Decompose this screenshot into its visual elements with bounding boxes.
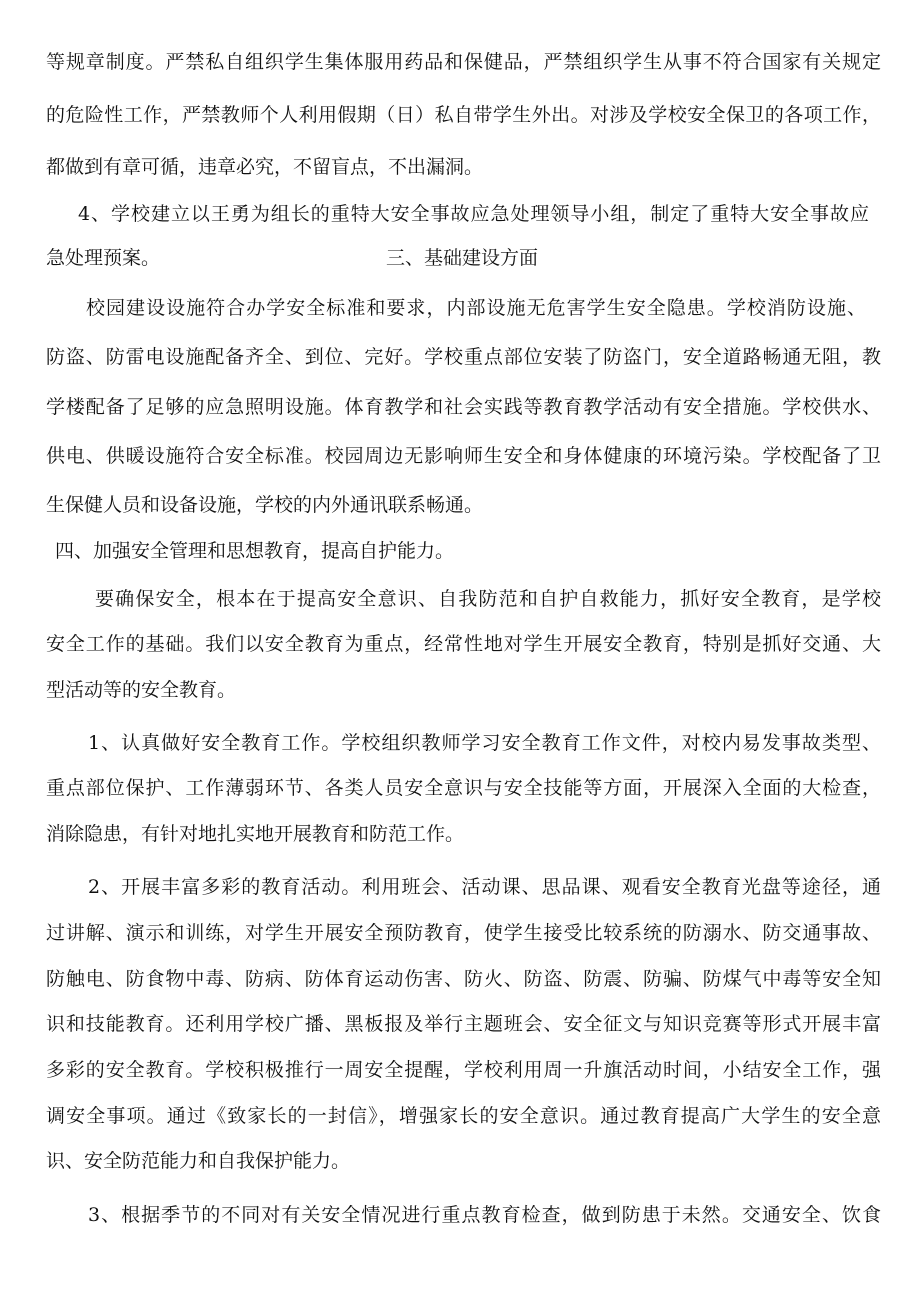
text-line: 要确保安全，根本在于提高安全意识、自我防范和自护自救能力，抓好安全教育，是学校: [95, 588, 881, 610]
text-line: 型活动等的安全教育。: [46, 679, 237, 701]
text-line: 学楼配备了足够的应急照明设施。体育教学和社会实践等教育教学活动有安全措施。学校供水、: [46, 396, 881, 418]
text-line: 4、学校建立以王勇为组长的重特大安全事故应急处理领导小组，制定了重特大安全事故应: [78, 203, 869, 225]
text-line: 识和技能教育。还利用学校广播、黑板报及举行主题班会、安全征文与知识竞赛等形式开展丰富: [46, 1013, 881, 1035]
text-line: 过讲解、演示和训练，对学生开展安全预防教育，使学生接受比较系统的防溺水、防交通事故、: [46, 922, 881, 944]
section-heading: 四、加强安全管理和思想教育，提高自护能力。: [55, 540, 455, 562]
text-line: 急处理预案。: [46, 247, 161, 269]
text-line: 都做到有章可循，违章必究，不留盲点，不出漏洞。: [46, 156, 484, 178]
text-line: 重点部位保护、工作薄弱环节、各类人员安全意识与安全技能等方面，开展深入全面的大检查，: [46, 777, 881, 799]
text-line: 的危险性工作，严禁教师个人利用假期（日）私自带学生外出。对涉及学校安全保卫的各项工作，: [46, 104, 881, 126]
text-line: 校园建设设施符合办学安全标准和要求，内部设施无危害学生安全隐患。学校消防设施、: [86, 297, 866, 319]
text-line: 供电、供暖设施符合安全标准。校园周边无影响师生安全和身体健康的环境污染。学校配备了卫: [46, 445, 881, 467]
text-line: 防盗、防雷电设施配备齐全、到位、完好。学校重点部位安装了防盗门，安全道路畅通无阻，教: [46, 346, 881, 368]
text-line: 防触电、防食物中毒、防病、防体育运动伤害、防火、防盗、防震、防骗、防煤气中毒等安全知: [46, 968, 881, 990]
text-line: 消除隐患，有针对地扎实地开展教育和防范工作。: [46, 823, 465, 845]
text-line: 1、认真做好安全教育工作。学校组织教师学习安全教育工作文件，对校内易发事故类型、: [88, 732, 881, 754]
text-line: 多彩的安全教育。学校积极推行一周安全提醒，学校利用周一升旗活动时间，小结安全工作，强: [46, 1059, 881, 1081]
text-line: 3、根据季节的不同对有关安全情况进行重点教育检查，做到防患于未然。交通安全、饮食: [88, 1204, 881, 1226]
text-line: 等规章制度。严禁私自组织学生集体服用药品和保健品，严禁组织学生从事不符合国家有关规定: [46, 51, 881, 73]
text-line: 安全工作的基础。我们以安全教育为重点，经常性地对学生开展安全教育，特别是抓好交通、大: [46, 633, 881, 655]
section-heading: 三、基础建设方面: [386, 247, 539, 269]
text-line: 调安全事项。通过《致家长的一封信》，增强家长的安全意识。通过教育提高广大学生的安全意: [46, 1105, 881, 1127]
text-line: 2、开展丰富多彩的教育活动。利用班会、活动课、思品课、观看安全教育光盘等途径，通: [88, 876, 881, 898]
text-line: 识、安全防范能力和自我保护能力。: [46, 1150, 351, 1172]
text-line: 生保健人员和设备设施，学校的内外通讯联系畅通。: [46, 494, 484, 516]
